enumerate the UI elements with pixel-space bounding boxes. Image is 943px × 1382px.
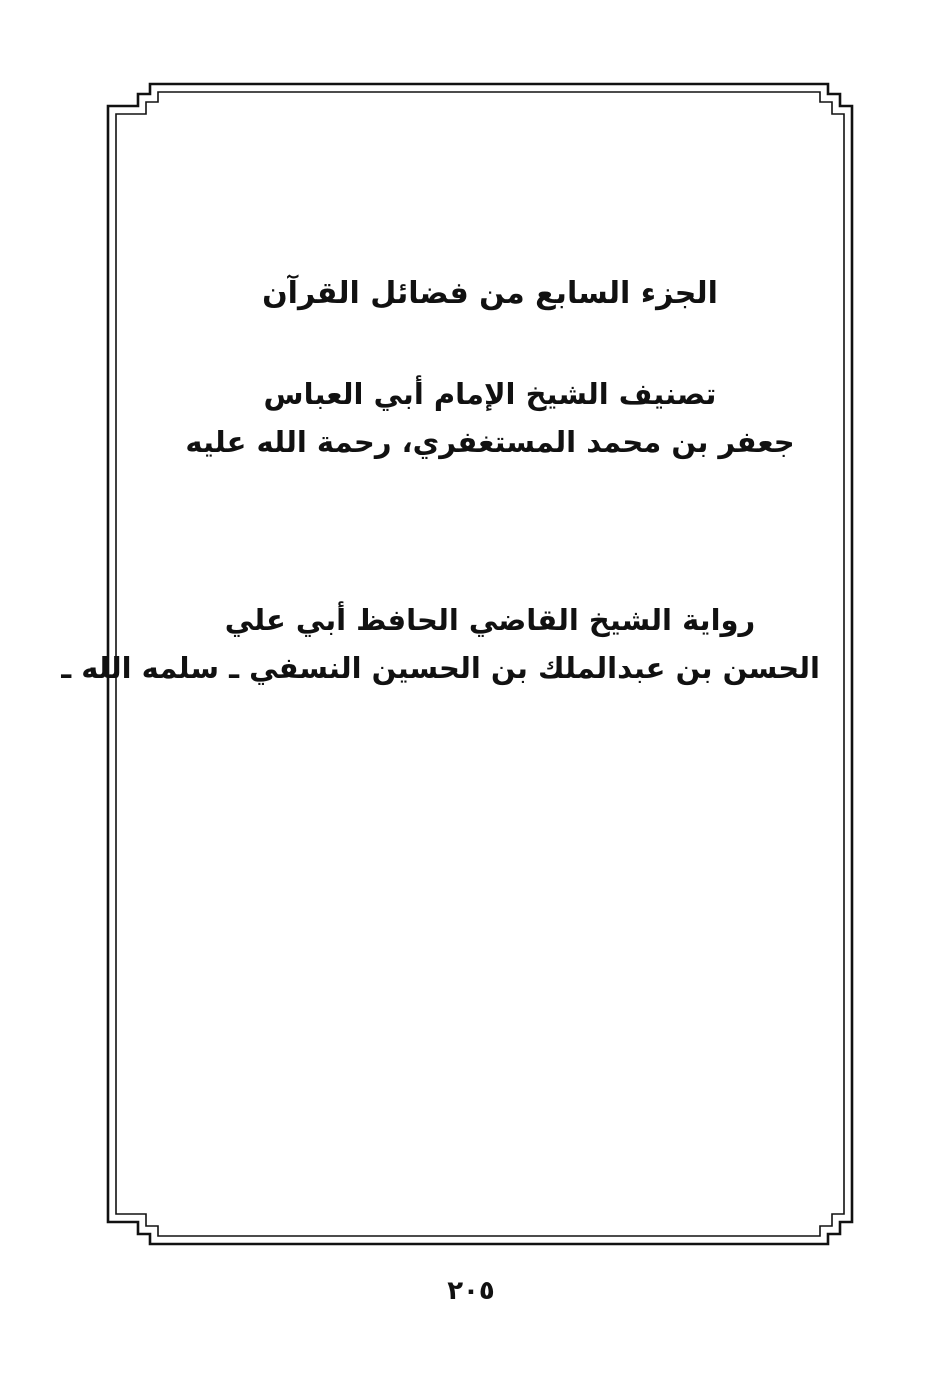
author-line-2: جعفر بن محمد المستغفري، رحمة الله عليه [185, 425, 795, 459]
narrator-line-2: الحسن بن عبدالملك بن الحسين النسفي ـ سلمه الله ـ [61, 651, 820, 685]
author-line-1: تصنيف الشيخ الإمام أبي العباس [263, 377, 717, 411]
page-number: ٢٠٥ [447, 1276, 495, 1306]
narrator-line-1: رواية الشيخ القاضي الحافظ أبي علي [224, 603, 756, 637]
part-title: الجزء السابع من فضائل القرآن [262, 276, 718, 311]
